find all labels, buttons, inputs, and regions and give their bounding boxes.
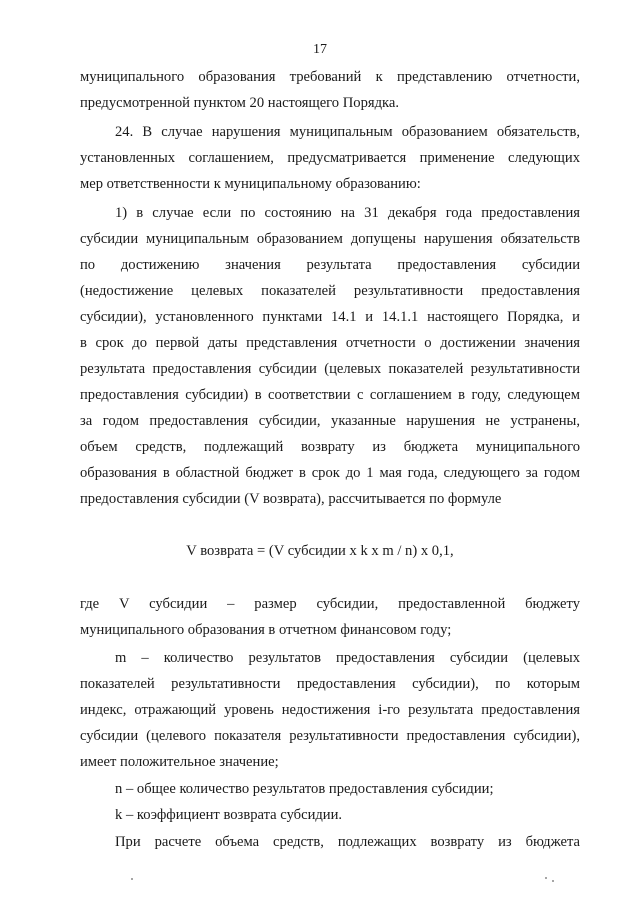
text-line: n – общее количество результатов предоставления субсидии; xyxy=(115,781,494,797)
text-line: субсидии муниципальным образованием допущены нарушения обязательств xyxy=(80,231,580,247)
text-line: имеет положительное значение; xyxy=(80,754,279,770)
text-line: предусмотренной пунктом 20 настоящего Порядка. xyxy=(80,95,400,111)
text-line: k – коэффициент возврата субсидии. xyxy=(115,807,343,823)
paragraph-item-24 xyxy=(80,119,580,197)
text-line: образования в областной бюджет в срок до 1 мая года, следующего за годом xyxy=(80,465,580,481)
scan-speck xyxy=(545,877,547,879)
formula: V возврата = (V субсидии х k х m / n) х 0,1, xyxy=(186,543,454,559)
scan-speck xyxy=(552,880,554,882)
scan-speck xyxy=(131,878,133,880)
text-line: 24. В случае нарушения муниципальным образованием обязательств, xyxy=(115,124,580,140)
text-line: муниципального образования в отчетном финансовом году; xyxy=(80,622,452,638)
text-line: субсидии (целевого показателя результативности предоставления субсидии), xyxy=(80,728,580,744)
page-number: 17 xyxy=(313,42,327,57)
text-line: субсидии), установленного пунктами 14.1 и 14.1.1 настоящего Порядка, и xyxy=(80,309,580,325)
text-line: (недостижение целевых показателей результативности предоставления xyxy=(80,283,580,299)
text-line: 1) в случае если по состоянию на 31 декабря года предоставления xyxy=(115,205,580,221)
text-line: При расчете объема средств, подлежащих возврату из бюджета xyxy=(115,834,580,850)
text-line: в срок до первой даты представления отчетности о достижении значения xyxy=(80,335,580,351)
text-line: предоставления субсидии) в соответствии с соглашением в году, следующем xyxy=(80,387,580,403)
paragraph-definition-v xyxy=(80,591,580,643)
text-line: за годом предоставления субсидии, указанные нарушения не устранены, xyxy=(80,413,580,429)
paragraph-final xyxy=(80,829,580,855)
paragraph-definition-m xyxy=(80,645,580,775)
text-line: установленных соглашением, предусматривается применение следующих xyxy=(80,150,580,166)
text-line: предоставления субсидии (V возврата), рассчитывается по формуле xyxy=(80,491,502,507)
text-line: где V субсидии – размер субсидии, предоставленной бюджету xyxy=(80,596,580,612)
text-line: m – количество результатов предоставления субсидии (целевых xyxy=(115,650,580,666)
text-line: показателей результативности предоставления субсидии), по которым xyxy=(80,676,580,692)
text-line: результата предоставления субсидии (целевых показателей результативности xyxy=(80,361,580,377)
paragraph-definition-n xyxy=(80,776,580,802)
text-line: индекс, отражающий уровень недостижения i-го результата предоставления xyxy=(80,702,580,718)
text-line: мер ответственности к муниципальному образованию: xyxy=(80,176,421,192)
text-line: объем средств, подлежащий возврату из бюджета муниципального xyxy=(80,439,580,455)
paragraph-continuation xyxy=(80,64,580,116)
text-line: муниципального образования требований к представлению отчетности, xyxy=(80,69,580,85)
paragraph-subitem-1 xyxy=(80,200,580,512)
paragraph-definition-k xyxy=(80,802,580,828)
text-line: по достижению значения результата предоставления субсидии xyxy=(80,257,580,273)
